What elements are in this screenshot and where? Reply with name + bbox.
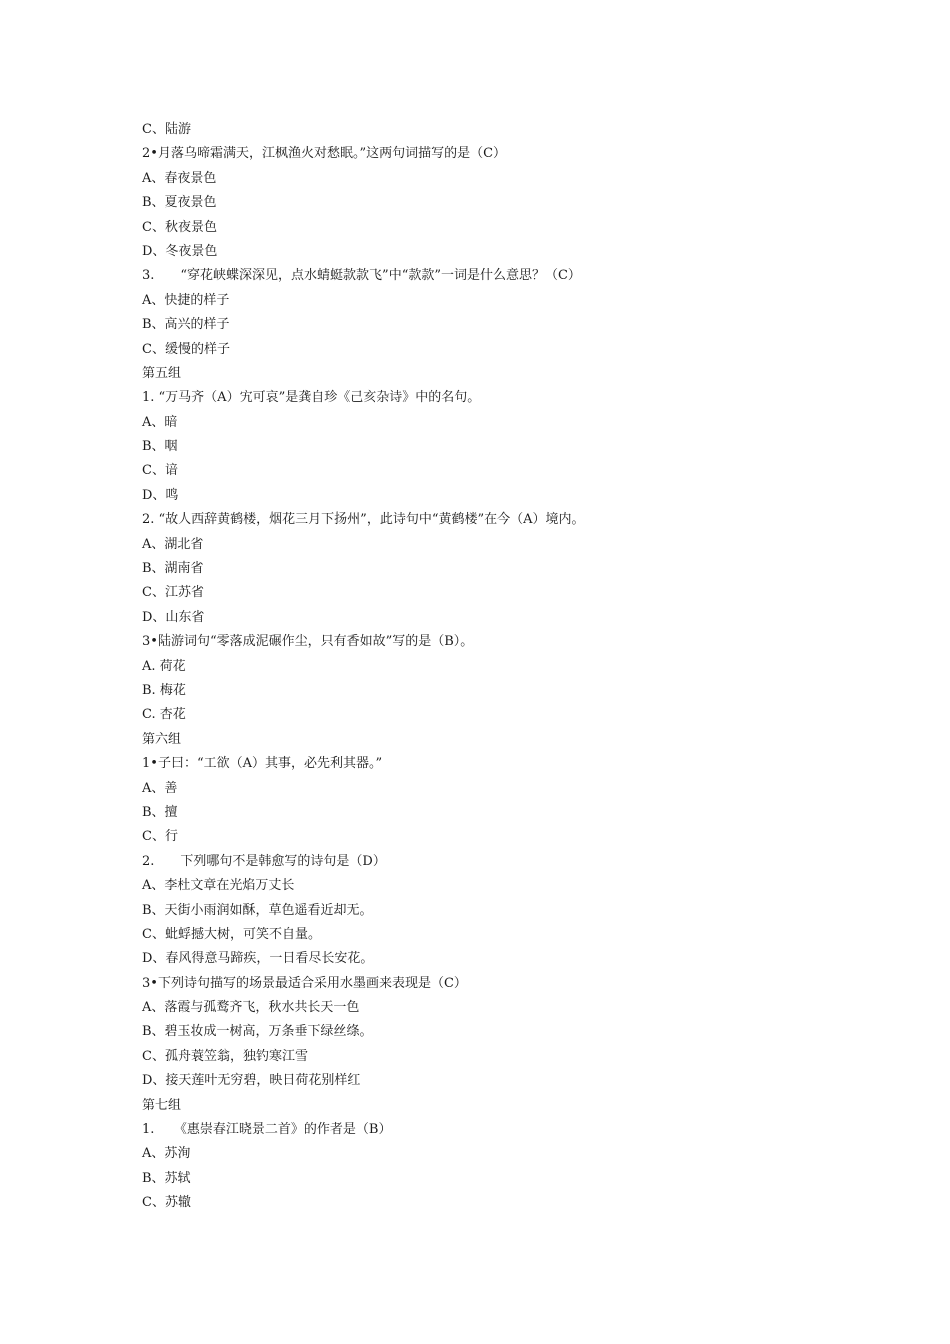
answer-option: C、苏辙 [142,1195,191,1211]
question-text: 3•陆游词句“零落成泥碾作尘，只有香如故”写的是（B）。 [142,634,474,650]
group-heading: 第六组 [142,731,182,747]
answer-option: C、缓慢的样子 [142,341,230,357]
group-heading: 第七组 [142,1097,182,1113]
answer-option: C、蚍蜉撼大树，可笑不自量。 [142,926,321,942]
answer-option: D、接天莲叶无穷碧，映日荷花别样红 [142,1073,361,1089]
answer-option: C、谙 [142,463,178,479]
answer-option: D、鸣 [142,487,179,503]
answer-option: A、春夜景色 [142,170,217,186]
answer-option: C. 杏花 [142,707,186,723]
question-text: 2. “故人西辞黄鹤楼，烟花三月下扬州”，此诗句中“黄鹤楼”在今（A）境内。 [142,512,585,528]
question-text: 1. 《惠崇春江晓景二首》的作者是（B） [142,1122,392,1138]
answer-option: B、高兴的样子 [142,317,230,333]
document-page [142,118,902,1216]
group-heading: 第五组 [142,365,182,381]
answer-option: A、苏洵 [142,1146,191,1162]
answer-option: B、苏轼 [142,1170,191,1186]
answer-option: D、春风得意马蹄疾，一日看尽长安花。 [142,951,374,967]
answer-option: C、陆游 [142,122,191,137]
answer-option: A、落霞与孤鹜齐飞，秋水共长天一色 [142,1000,360,1016]
question-text: 1. “万马齐（A）宄可哀”是龚自珍《己亥杂诗》中的名句。 [142,390,481,406]
answer-option: B、碧玉妆成一树高，万条垂下绿丝绦。 [142,1024,373,1040]
answer-option: C、江苏省 [142,585,204,601]
answer-option: A、湖北省 [142,536,204,552]
answer-option: C、秋夜景色 [142,219,217,235]
answer-option: C、行 [142,829,178,845]
question-text: 3. “穿花峡蝶深深见，点水蜻蜓款款飞”中“款款”一词是什么意思？（C） [142,268,581,284]
answer-option: D、冬夜景色 [142,243,218,259]
answer-option: C、孤舟蓑笠翁，独钓寒江雪 [142,1048,308,1064]
answer-option: A. 荷花 [142,658,186,674]
question-text: 2. 下列哪句不是韩愈写的诗句是（D） [142,853,386,869]
answer-option: B、咽 [142,439,178,455]
answer-option: A、暗 [142,414,178,430]
question-text: 2•月落乌啼霜满天，江枫渔火对愁眠。”这两句词描写的是（C） [142,146,507,162]
answer-option: D、山东省 [142,609,205,625]
answer-option: B、湖南省 [142,561,204,577]
answer-option: A、李杜文章在光焰万丈长 [142,878,295,894]
answer-option: A、快捷的样子 [142,292,230,308]
question-text: 3•下列诗句描写的场景最适合采用水墨画来表现是（C） [142,975,467,991]
answer-option: B. 梅花 [142,682,186,698]
question-text: 1•子曰：“工欲（A）其事，必先利其器。” [142,756,383,772]
answer-option: A、善 [142,780,178,796]
answer-option: B、夏夜景色 [142,195,217,211]
answer-option: B、擅 [142,804,178,820]
answer-option: B、天街小雨润如酥，草色遥看近却无。 [142,902,373,918]
